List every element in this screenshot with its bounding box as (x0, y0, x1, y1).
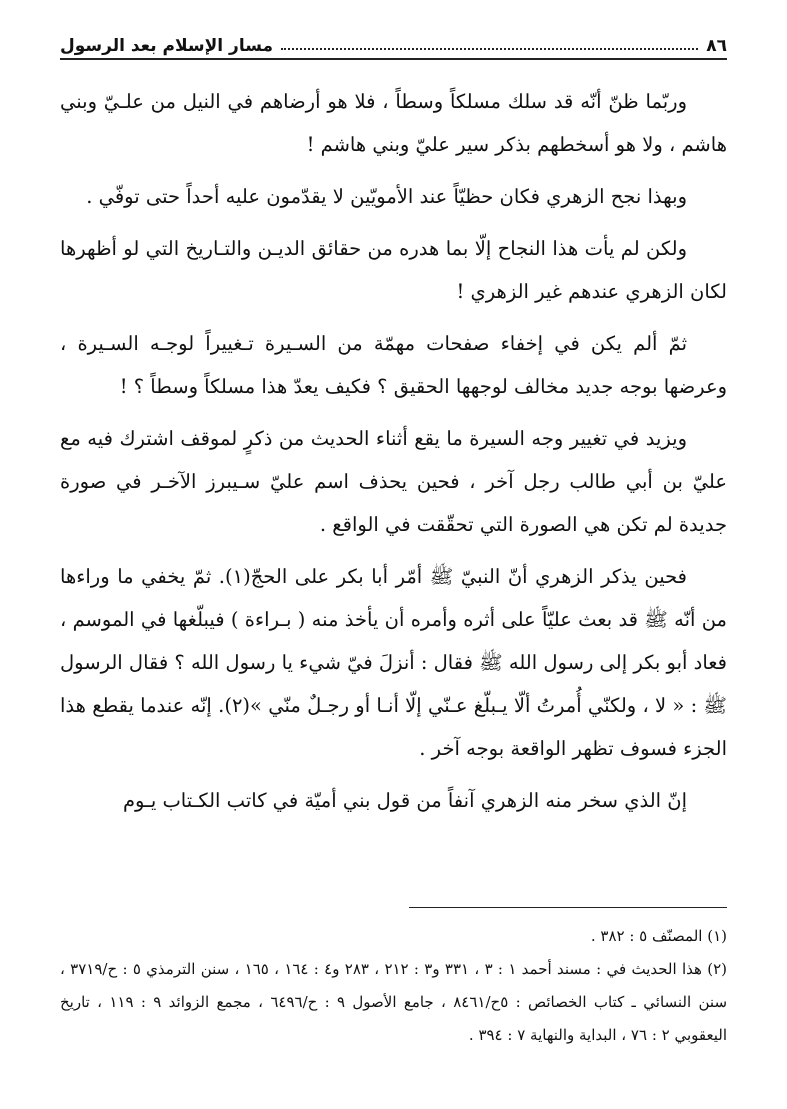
header-leader-dots (281, 48, 698, 50)
page-number: ٨٦ (706, 36, 727, 56)
footnotes (60, 920, 727, 1052)
paragraph: وربّما ظنّ أنّه قد سلك مسلكاً وسطاً ، فلا هو أرضاهم في النيل من علـيّ وبني هاشم ، ولا هو أسخطهم بذكر سير عليّ وبني هاشم ! (60, 90, 727, 156)
paragraph: ثمّ ألم يكن في إخفاء صفحات مهمّة من السـيرة تـغييراً لوجـه السـيرة ، وعرضها بوجه جديد مخالف لوجهها الحقيق ؟ فكيف يعدّ هذا مسلكاً وسطاً ؟ ! (60, 332, 727, 398)
running-title: مسار الإسلام بعد الرسول (60, 36, 274, 56)
running-header (60, 30, 727, 56)
footnote: (١) المصنّف ٥ : ٣٨٢ . (590, 927, 727, 945)
header-rule (60, 58, 727, 60)
paragraph: ويزيد في تغيير وجه السيرة ما يقع أثناء الحديث من ذكرٍ لموقف اشترك فيه مع عليّ بن أبي طالب رجل آخر ، فحين يحذف اسم عليّ سـيبرز الآخـر في صورة جديدة لم تكن هي الصورة التي تحقّقت في الواقع . (60, 427, 727, 536)
paragraph: وبهذا نجح الزهري فكان حظيّاً عند الأمويّين لا يقدّمون عليه أحداً حتى توفّي . (86, 185, 687, 208)
footnote: (٢) هذا الحديث في : مسند أحمد ١ : ٣ ، ٣٣١ و٣ : ٢١٢ ، ٢٨٣ و٤ : ١٦٤ ، ١٦٥ ، سنن الترمذي ٥ : ح/٣٧١٩ ، سنن النسائي ـ كتاب الخصائص : ٥ح/٨٤٦١ ، جامع الأصول ٩ : ح/٦٤٩٦ ، مجمع الزوائد ٩ : ١١٩ ، تاريخ اليعقوبي ٢ : ٧٦ ، البداية والنهاية ٧ : ٣٩٤ . (60, 960, 728, 1044)
main-text (60, 80, 727, 831)
paragraph: فحين يذكر الزهري أنّ النبيّ ﷺ أمّر أبا بكر على الحجّ(١). ثمّ يخفي ما وراءها من أنّه ﷺ قد بعث عليّاً على أثره وأمره أن يأخذ منه ( بـراءة ) فيبلّغها في الموسم ، فعاد أبو بكر إلى رسول الله ﷺ فقال : أنزلَ فيّ شيء يا رسول الله ؟ فقال الرسول ﷺ : « لا ، ولكنّي أُمرتُ ألّا يـبلّغ عـنّي إلّا أنـا أو رجـلٌ منّي »(٢). إنّه عندما يقطع هذا الجزء فسوف تظهر الواقعة بوجه آخر . (60, 565, 727, 760)
paragraph: إنّ الذي سخر منه الزهري آنفاً من قول بني أميّة في كاتب الكـتاب يـوم (122, 789, 687, 812)
footnote-rule (409, 907, 727, 908)
paragraph: ولكن لم يأت هذا النجاح إلّا بما هدره من حقائق الديـن والتـاريخ التي لو أظهرها لكان الزهري عندهم غير الزهري ! (60, 237, 727, 303)
